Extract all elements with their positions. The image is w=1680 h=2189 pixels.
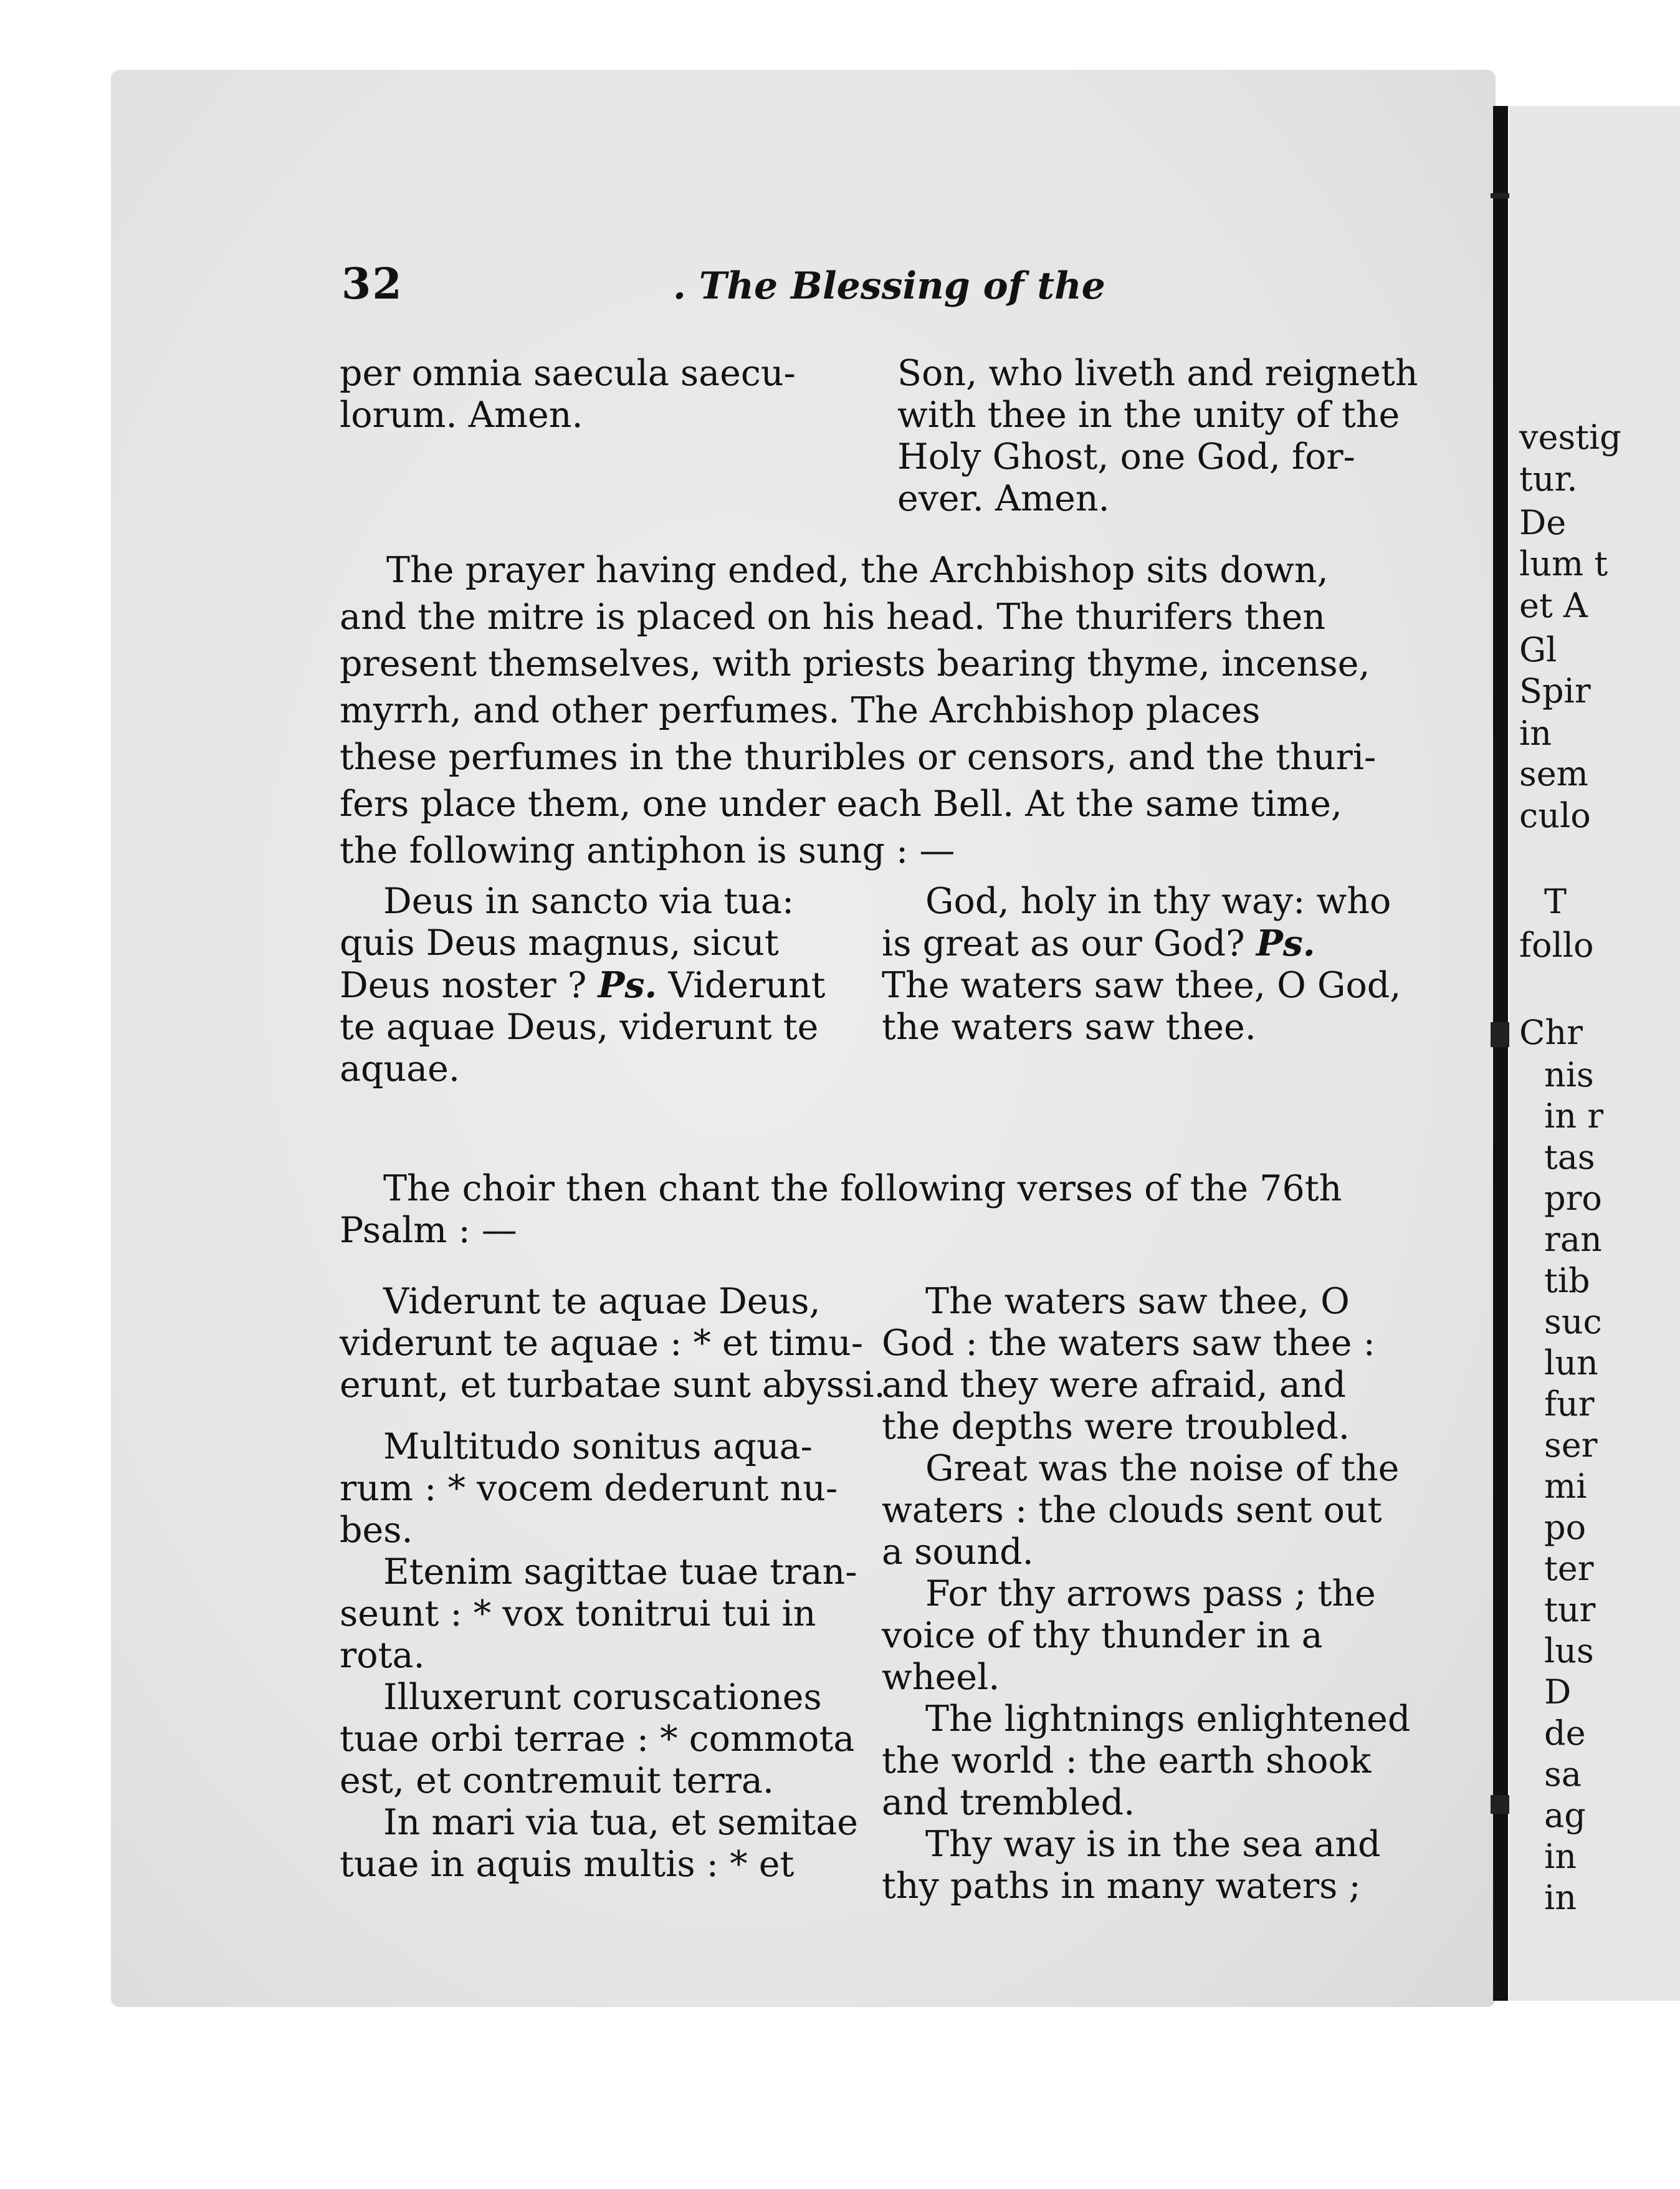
binding-stitch — [1491, 193, 1511, 198]
page-number: 32 — [341, 259, 403, 309]
text-line: In mari via tua, et semitae — [383, 1802, 858, 1843]
text-line: Holy Ghost, one God, for- — [897, 436, 1355, 477]
facing-line: vestig — [1519, 418, 1621, 457]
facing-line: fur — [1544, 1384, 1595, 1424]
facing-line: Spir — [1519, 671, 1591, 711]
text-line: The waters saw thee, O God, — [882, 965, 1401, 1006]
psalm-abbreviation: Ps. — [1256, 922, 1315, 964]
text-line: with thee in the unity of the — [897, 395, 1400, 436]
facing-line: po — [1544, 1508, 1587, 1547]
facing-line: et A — [1519, 586, 1588, 625]
facing-line: lun — [1544, 1343, 1598, 1382]
facing-line: ran — [1544, 1220, 1602, 1259]
text-line: waters : the clouds sent out — [882, 1490, 1382, 1531]
binding-stitch — [1491, 1022, 1511, 1047]
text-line: Etenim sagittae tuae tran- — [383, 1551, 857, 1593]
text-line: the waters saw thee. — [882, 1007, 1256, 1048]
facing-line: tas — [1544, 1138, 1595, 1177]
facing-line: sa — [1544, 1755, 1582, 1794]
antiphon-english — [882, 881, 1399, 1048]
text-line: tuae orbi terrae : * commota — [340, 1718, 855, 1760]
text-line: Viderunt te aquae Deus, — [383, 1281, 821, 1322]
psalm-latin — [340, 1281, 885, 1885]
text-line: present themselves, with priests bearing thyme, incense, — [340, 643, 1370, 684]
facing-line: tur. — [1519, 459, 1578, 499]
text-line: the world : the earth shook — [882, 1740, 1372, 1781]
running-title: . The Blessing of the — [673, 264, 1105, 308]
facing-line: tur — [1544, 1590, 1596, 1629]
facing-page — [1509, 106, 1680, 2001]
rubric-paragraph — [340, 547, 1399, 874]
facing-line: Chr — [1519, 1013, 1583, 1052]
facing-line: lus — [1544, 1631, 1594, 1670]
text-line: est, et contremuit terra. — [340, 1760, 774, 1801]
text-line: is great as our God? Ps. — [882, 922, 1315, 964]
facing-line: in — [1544, 1878, 1577, 1917]
antiphon-latin — [340, 881, 851, 1090]
text-line: Illuxerunt coruscationes — [383, 1677, 822, 1718]
binding-stitch — [1491, 1795, 1511, 1814]
text-line: quis Deus magnus, sicut — [340, 922, 779, 964]
rubric-paragraph-2 — [340, 1168, 1399, 1252]
text-line: ever. Amen. — [897, 478, 1110, 519]
prayer-latin-ending — [340, 353, 851, 436]
text-line: these perfumes in the thuribles or censors, and the thuri- — [340, 737, 1377, 778]
text-line: and the mitre is placed on his head. The thurifers then — [340, 596, 1326, 638]
text-line: Deus noster ? Ps. Viderunt — [340, 964, 826, 1006]
text-line: tuae in aquis multis : * et — [340, 1844, 795, 1885]
text-line: per omnia saecula saecu- — [340, 353, 796, 394]
text-line: voice of thy thunder in a — [882, 1615, 1323, 1656]
text-line: Thy way is in the sea and — [925, 1824, 1381, 1865]
book-gutter — [1493, 106, 1508, 2001]
psalm-abbreviation: Ps. — [598, 964, 657, 1006]
text-line: For thy arrows pass ; the — [925, 1573, 1376, 1614]
text-line: myrrh, and other perfumes. The Archbishop places — [340, 690, 1261, 731]
facing-line: nis — [1544, 1055, 1594, 1094]
facing-line: in r — [1544, 1096, 1604, 1136]
text-line: The waters saw thee, O — [925, 1281, 1350, 1322]
text-line: The prayer having ended, the Archbishop sits down, — [386, 550, 1329, 591]
text-line: God : the waters saw thee : — [882, 1323, 1375, 1364]
facing-line: follo — [1519, 926, 1594, 965]
facing-line: tib — [1544, 1261, 1590, 1300]
facing-line: pro — [1544, 1179, 1602, 1218]
text-line: te aquae Deus, viderunt te — [340, 1007, 819, 1048]
text-line: The choir then chant the following verses of the 76th — [383, 1168, 1342, 1209]
facing-line: mi — [1544, 1467, 1587, 1506]
facing-line: in — [1519, 714, 1552, 753]
prayer-english-ending — [897, 353, 1418, 520]
facing-line: lum t — [1519, 544, 1608, 583]
text-line: lorum. Amen. — [340, 395, 583, 436]
text-line: fers place them, one under each Bell. At the same time, — [340, 783, 1343, 825]
text-line: thy paths in many waters ; — [882, 1866, 1361, 1907]
text-line: Psalm : — — [340, 1210, 517, 1251]
text-line: aquae. — [340, 1048, 461, 1090]
text-line: God, holy in thy way: who — [925, 881, 1391, 922]
facing-line: De — [1519, 503, 1567, 542]
text-line: and they were afraid, and — [882, 1364, 1347, 1406]
text-line: The lightnings enlightened — [925, 1698, 1411, 1740]
facing-line: ser — [1544, 1425, 1598, 1465]
text-line: rota. — [340, 1635, 425, 1676]
text-line: the following antiphon is sung : — — [340, 830, 955, 871]
text-line: Great was the noise of the — [925, 1448, 1400, 1489]
facing-line: suc — [1544, 1302, 1602, 1341]
facing-line: culo — [1519, 796, 1591, 835]
text-line: Multitudo sonitus aqua- — [383, 1426, 813, 1467]
text-line: viderunt te aquae : * et timu- — [340, 1323, 863, 1364]
text-line: Deus in sancto via tua: — [383, 881, 795, 922]
facing-line: ter — [1544, 1549, 1594, 1588]
text-line: the depths were troubled. — [882, 1406, 1350, 1447]
text-line: bes. — [340, 1510, 413, 1551]
text-line: and trembled. — [882, 1782, 1135, 1823]
facing-line: sem — [1519, 754, 1588, 793]
text-line: seunt : * vox tonitrui tui in — [340, 1593, 816, 1634]
facing-line: ag — [1544, 1796, 1586, 1835]
text-line: wheel. — [882, 1657, 1000, 1698]
facing-line: Gl — [1519, 630, 1557, 669]
text-line: a sound. — [882, 1531, 1034, 1573]
text-line: Son, who liveth and reigneth — [897, 353, 1418, 394]
facing-line: in — [1544, 1837, 1577, 1876]
facing-line: de — [1544, 1713, 1586, 1753]
psalm-english — [882, 1281, 1411, 1907]
facing-line: T — [1544, 882, 1567, 921]
facing-line: D — [1544, 1672, 1572, 1712]
scan-border-top — [0, 0, 1680, 70]
text-line: rum : * vocem dederunt nu- — [340, 1468, 838, 1509]
text-line: erunt, et turbatae sunt abyssi. — [340, 1364, 885, 1406]
